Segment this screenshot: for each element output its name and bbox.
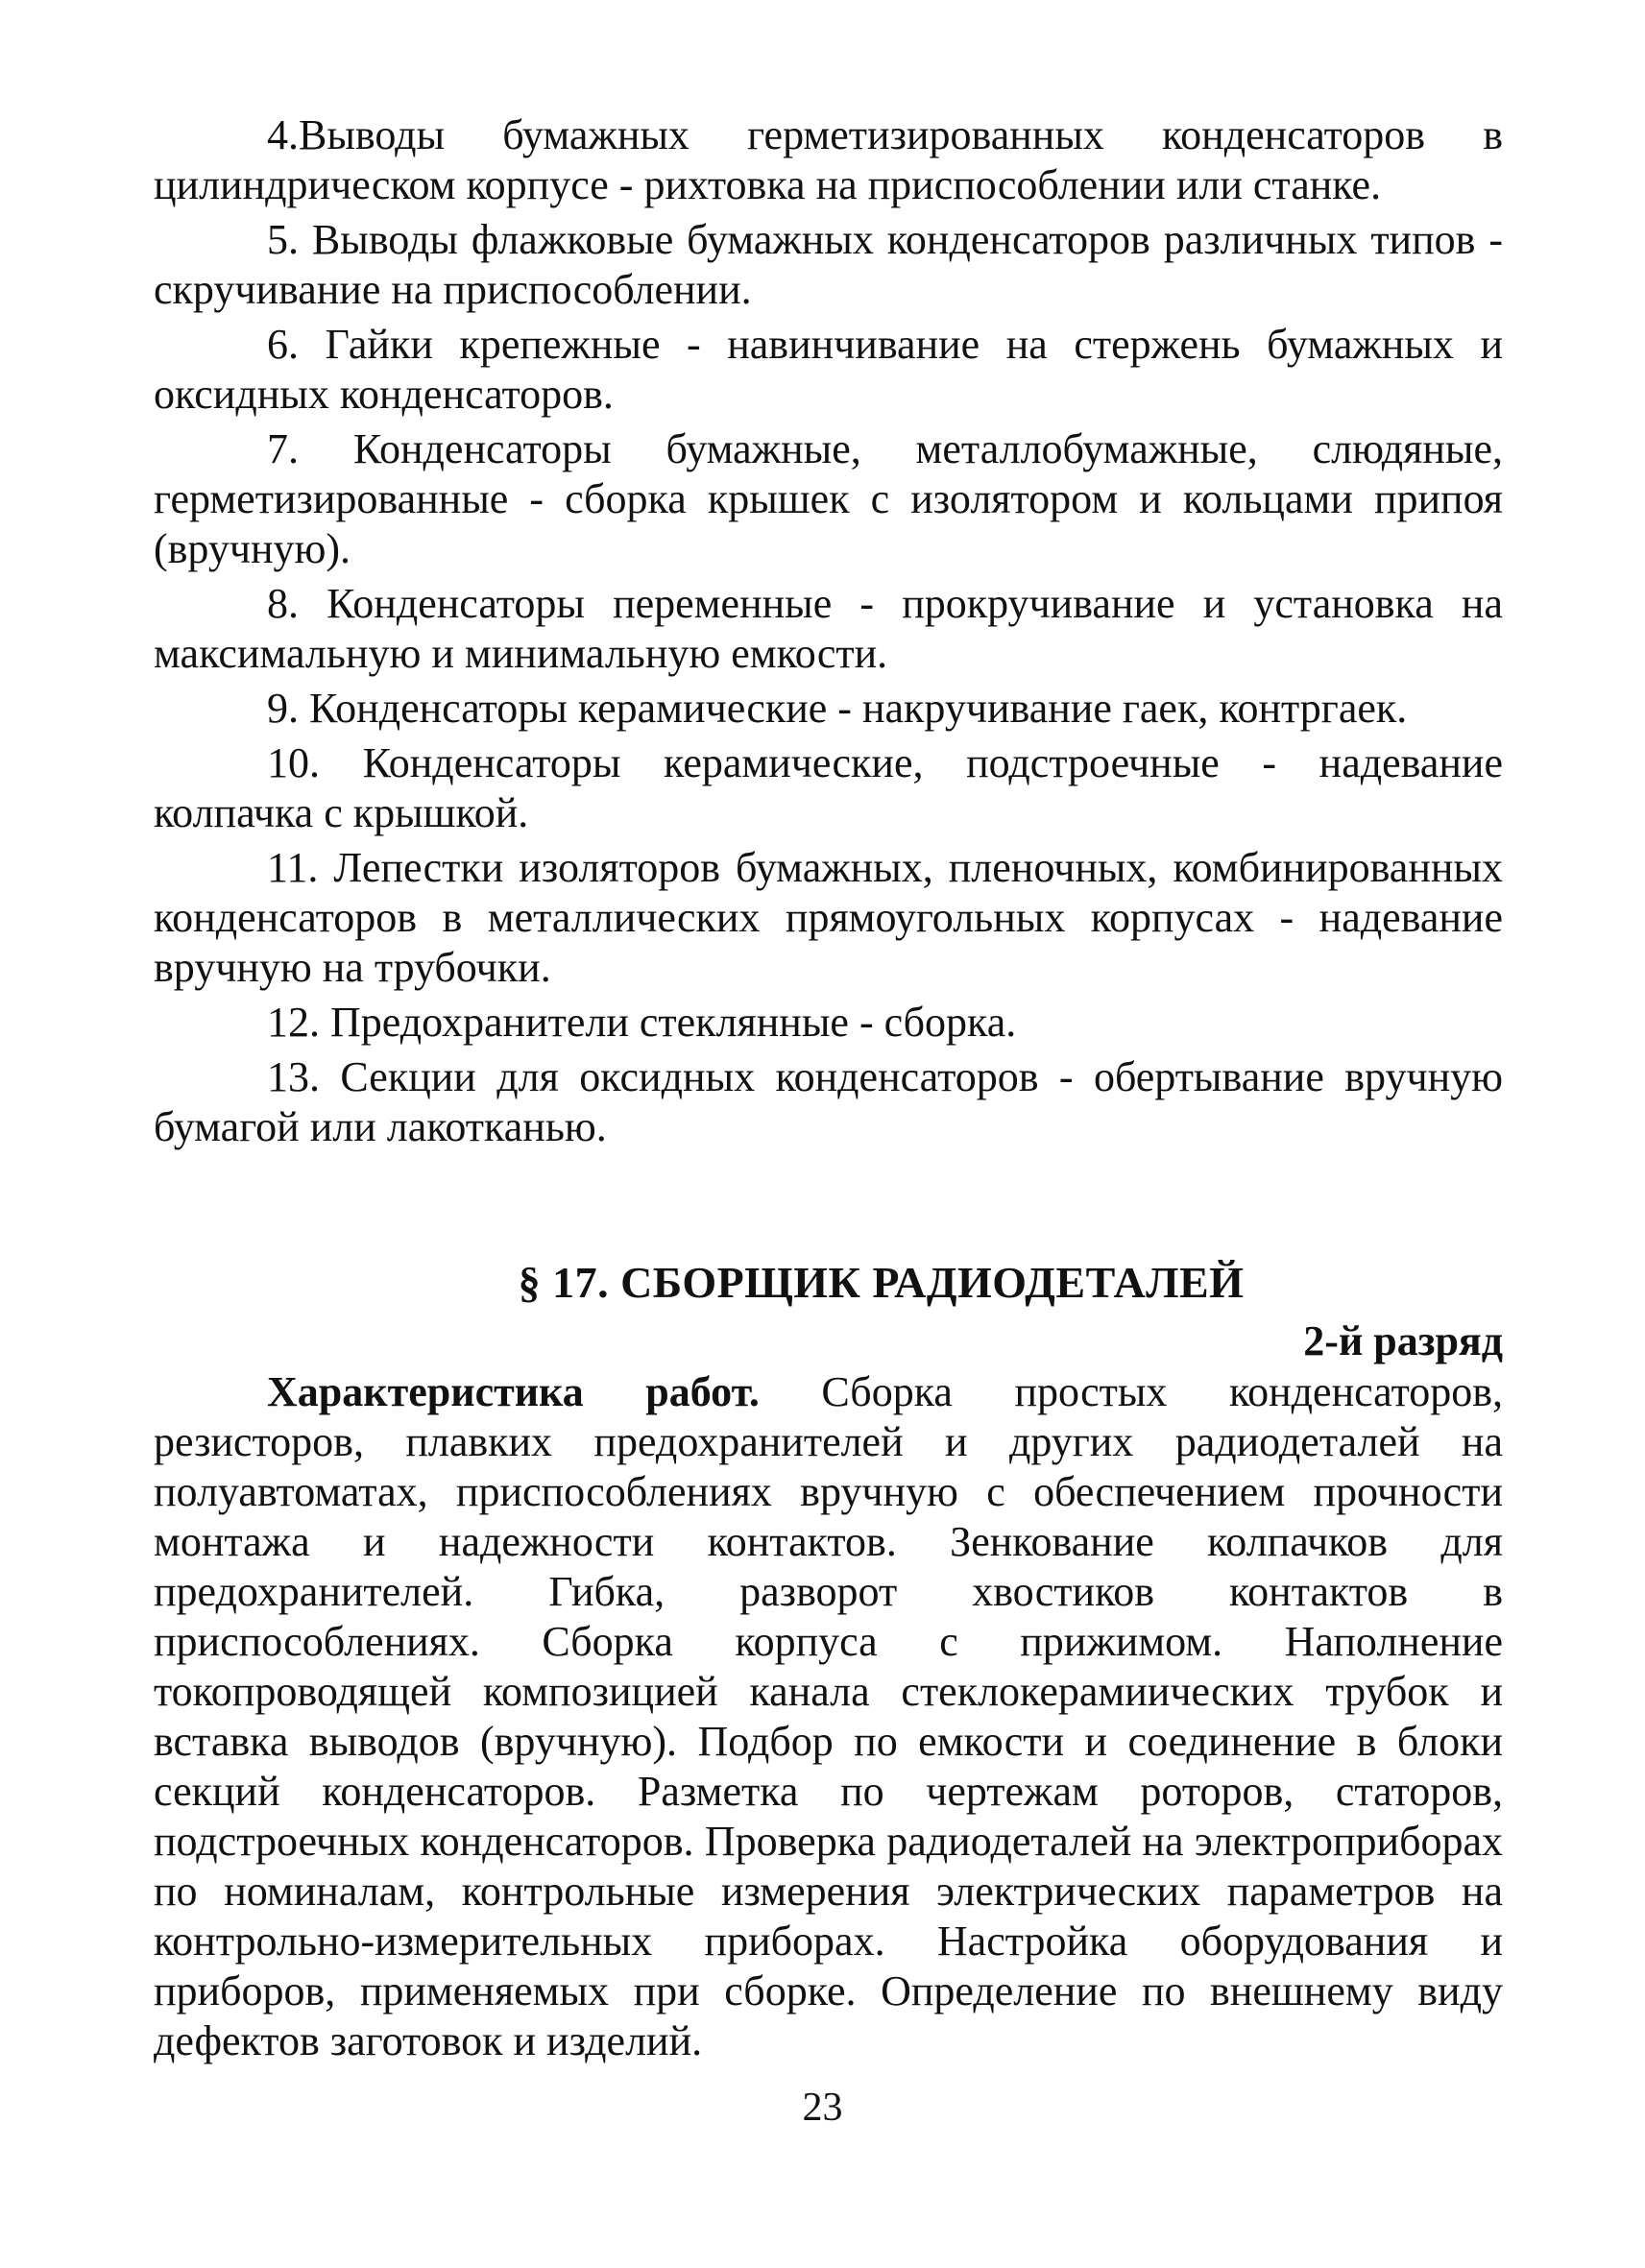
list-item-12: 12. Предохранители стеклянные - сборка. [267,999,1017,1046]
section-title: § 17. СБОРЩИК РАДИОДЕТАЛЕЙ [518,1258,1245,1307]
list-item-5: 5. Выводы флажковые бумажных конденсаторов различных типов - скручивание на приспособлении. [154,216,1503,313]
document-page [154,110,1503,2071]
work-description-body: Сборка простых конденсаторов, резисторов, плавких предохранителей и других радиодеталей на полуавтоматах, приспособлениях вручную с обеспечением прочности монтажа и надежности контактов. Зенкование колпачков для предохранителей. Гибка, разворот хвостиков контактов в приспособлениях. Сборка корпуса с прижимом. Наполнение токопроводящей композицией канала стеклокерамиических трубок и вставка выводов (вручную). Подбор по емкости и соединение в блоки секций конденсаторов. Разметка по чертежам роторов, статоров, подстроечных конденсаторов. Проверка радиодеталей на электроприборах по номиналам, контрольные измерения электрических параметров на контрольно-измерительных приборах. Настройка оборудования и приборов, применяемых при сборке. Определение по внешнему виду дефектов заготовок и изделий. [154,1368,1503,2064]
list-item-6: 6. Гайки крепежные - навинчивание на стержень бумажных и оксидных конденсаторов. [154,321,1503,418]
list-item-9: 9. Конденсаторы керамические - накручивание гаек, контргаек. [267,685,1408,732]
work-description [154,1367,1503,2066]
list-item-11: 11. Лепестки изоляторов бумажных, пленочных, комбинированных конденсаторов в металлических прямоугольных корпусах - надевание вручную на трубочки. [154,844,1503,991]
work-description-lead: Характеристика работ. [267,1368,760,1415]
list-item-4: 4.Выводы бумажных герметизированных конденсаторов в цилиндрическом корпусе - рихтовка на приспособлении или станке. [154,111,1503,208]
list-item-7: 7. Конденсаторы бумажные, металлобумажные, слюдяные, герметизированные - сборка крышек с изолятором и кольцами припоя (вручную). [154,425,1503,572]
page-number: 23 [802,2086,843,2130]
list-item-13: 13. Секции для оксидных конденсаторов - обертывание вручную бумагой или лакотканью. [154,1053,1503,1150]
grade-label: 2-й разряд [1303,1317,1503,1364]
list-item-10: 10. Конденсаторы керамические, подстроечные - надевание колпачка с крышкой. [154,739,1503,836]
list-item-8: 8. Конденсаторы переменные - прокручивание и установка на максимальную и минимальную емкости. [154,580,1503,677]
